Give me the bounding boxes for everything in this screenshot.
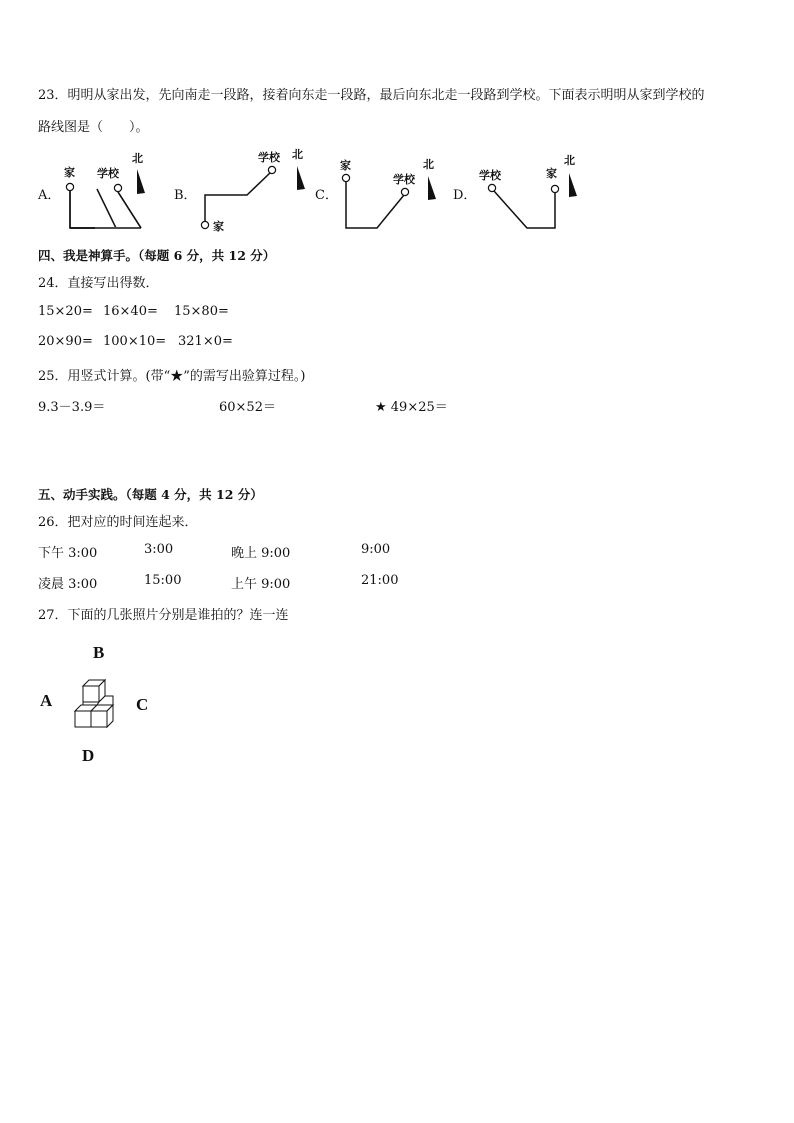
q26-title: 26．把对应的时间连起来． xyxy=(38,515,198,530)
option-a-school-label: 学校 xyxy=(97,167,119,180)
q24-r2-c3: 321×0= xyxy=(178,334,233,349)
option-b-home-label: 家 xyxy=(213,220,224,233)
q24-r1-c1: 15×20= xyxy=(38,304,93,319)
q23-text-line2: 路线图是（ ）。 xyxy=(38,120,149,135)
option-b-letter: B． xyxy=(174,188,197,203)
q25-item-3: ★ 49×25＝ xyxy=(375,400,448,415)
q26-r2-c4: 21:00 xyxy=(361,573,399,588)
section-4-title: 四、我是神算手。（每题 6 分，共 12 分） xyxy=(38,248,276,263)
option-c-north-label: 北 xyxy=(423,158,434,171)
q26-r2-c2: 15:00 xyxy=(144,573,182,588)
q23-text-line1: 23．明明从家出发，先向南走一段路，接着向东走一段路，最后向东北走一段路到学校。下面表示明明从家到学校的 xyxy=(38,88,705,103)
section-5-title: 五、动手实践。（每题 4 分，共 12 分） xyxy=(38,487,263,502)
q24-r1-c2: 16×40= xyxy=(103,304,158,319)
q24-r2-c2: 100×10= xyxy=(103,334,167,349)
option-d-school-label: 学校 xyxy=(479,169,501,182)
option-d-home-label: 家 xyxy=(546,167,557,180)
q25-item-2: 60×52＝ xyxy=(219,400,276,415)
option-a-home-label: 家 xyxy=(64,166,75,179)
q27-label-a: A xyxy=(40,691,53,710)
option-b-north-label: 北 xyxy=(292,148,303,161)
q26-r2-c3: 上午 9:00 xyxy=(231,577,291,592)
q26-r2-c1: 凌晨 3:00 xyxy=(38,577,98,592)
q24-title: 24．直接写出得数． xyxy=(38,276,159,291)
q26-r1-c2: 3:00 xyxy=(144,542,174,557)
option-c-home-label: 家 xyxy=(340,159,351,172)
q24-r1-c3: 15×80= xyxy=(174,304,229,319)
option-d-north-label: 北 xyxy=(564,154,575,167)
option-a-north-label: 北 xyxy=(132,152,143,165)
option-c-school-label: 学校 xyxy=(393,173,415,186)
q25-title: 25．用竖式计算。(带“★”的需写出验算过程。) xyxy=(38,369,306,384)
q27-label-d: D xyxy=(82,746,95,765)
option-b-school-label: 学校 xyxy=(258,151,280,164)
option-d-letter: D． xyxy=(453,188,477,203)
q25-item-1: 9.3－3.9＝ xyxy=(38,400,106,415)
q24-r2-c1: 20×90= xyxy=(38,334,93,349)
q27-title: 27．下面的几张照片分别是谁拍的？连一连 xyxy=(38,608,289,623)
q27-label-b: B xyxy=(93,643,105,662)
q26-r1-c3: 晚上 9:00 xyxy=(231,546,291,561)
q27-label-c: C xyxy=(136,695,149,714)
option-c-letter: C． xyxy=(315,188,338,203)
q26-r1-c1: 下午 3:00 xyxy=(38,546,98,561)
option-a-letter: A． xyxy=(38,188,61,203)
q26-r1-c4: 9:00 xyxy=(361,542,391,557)
